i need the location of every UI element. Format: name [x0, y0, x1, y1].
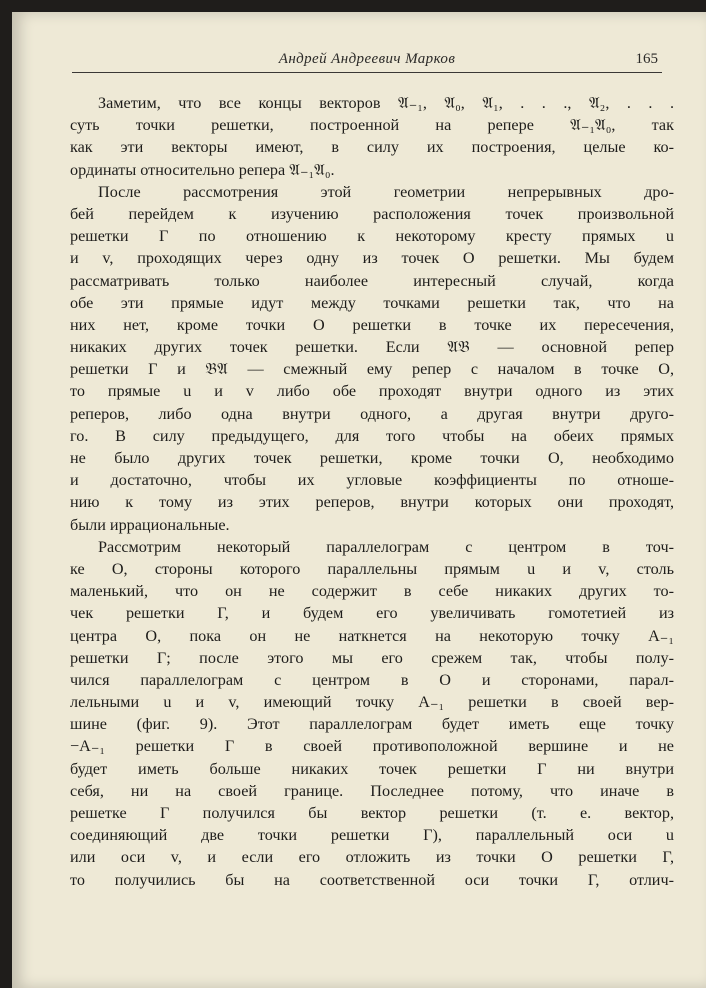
text-line: никаких других точек решетки. Если 𝔄𝔅 — основной репер	[70, 338, 674, 357]
text-line: и v, проходящих через одну из точек O решетки. Мы будем	[70, 249, 674, 268]
body-text	[70, 92, 674, 891]
paragraph	[70, 92, 674, 181]
text-line: центра O, пока он не наткнется на некоторую точку A₋₁	[70, 626, 674, 645]
text-line: или оси v, и если его отложить из точки O решетки Г,	[70, 848, 674, 867]
text-line: себя, ни на своей границе. Последнее потому, что иначе в	[70, 781, 674, 800]
text-line: них нет, кроме точки O решетки в точке их пересечения,	[70, 315, 674, 334]
text-line: ке O, стороны которого параллельны прямым u и v, столь	[70, 559, 674, 578]
text-line: ординаты относительно репера 𝔄₋₁𝔄₀.	[70, 160, 335, 179]
text-line: соединяющий две точки решетки Г), параллельный оси u	[70, 826, 674, 845]
text-line: то получились бы на соответственной оси точки Г, отлич-	[70, 870, 674, 889]
page-number: 165	[635, 51, 658, 67]
page-header	[72, 46, 662, 73]
text-line: чек решетки Г, и будем его увеличивать гомотетией из	[70, 604, 674, 623]
text-line: будет иметь больше никаких точек решетки Г ни внутри	[70, 759, 674, 778]
text-line: решетке Г получился бы вектор решетки (т. е. вектор,	[70, 804, 674, 822]
text-line: суть точки решетки, построенной на репере 𝔄₋₁𝔄₀, так	[70, 116, 674, 135]
text-line: −A₋₁ решетки Г в своей противоположной вершине и не	[70, 737, 674, 756]
text-line: реперов, либо одна внутри одного, а другая внутри друго-	[70, 404, 674, 423]
text-line: то прямые u и v либо обе проходят внутри одного из этих	[70, 382, 674, 401]
text-line: маленький, что он не содержит в себе никаких других то-	[70, 582, 674, 601]
text-line: рассматривать только наиболее интересный случай, когда	[70, 271, 674, 290]
text-line: го. В силу предыдущего, для того чтобы на обеих прямых	[70, 426, 674, 445]
running-head: Андрей Андреевич Марков	[278, 51, 456, 67]
text-line: лельными u и v, имеющий точку A₋₁ решетки в своей вер-	[70, 693, 674, 712]
text-line: и достаточно, чтобы их угловые коэффициенты по отноше-	[70, 471, 674, 490]
text-line: обе эти прямые идут между точками решетки так, что на	[70, 293, 674, 312]
text-line: бей перейдем к изучению расположения точек произвольной	[70, 204, 674, 223]
paragraph	[70, 181, 674, 536]
text-line: как эти векторы имеют, в силу их построения, целые ко-	[70, 138, 674, 157]
paragraph	[70, 536, 674, 891]
text-line: решетки Г и 𝔅𝔄 — смежный ему репер с началом в точке O,	[70, 360, 674, 379]
text-line: не было других точек решетки, кроме точки O, необходимо	[70, 449, 674, 467]
text-line: решетки Г; после этого мы его срежем так, чтобы полу-	[70, 648, 674, 667]
text-line: Рассмотрим некоторый параллелограм с центром в точ-	[98, 537, 674, 556]
book-page	[12, 12, 706, 988]
text-line: решетки Г по отношению к некоторому кресту прямых u	[70, 227, 674, 246]
text-line: были иррациональные.	[70, 515, 230, 534]
text-line: Заметим, что все концы векторов 𝔄₋₁, 𝔄₀, 𝔄₁, . . ., 𝔄₂, . . .	[98, 94, 674, 112]
text-line: После рассмотрения этой геометрии непрерывных дро-	[98, 182, 674, 201]
text-line: шине (фиг. 9). Этот параллелограм будет иметь еще точку	[70, 715, 674, 734]
text-line: чился параллелограм с центром в O и сторонами, парал-	[70, 670, 674, 689]
text-line: нию к тому из этих реперов, внутри которых они проходят,	[70, 493, 674, 512]
